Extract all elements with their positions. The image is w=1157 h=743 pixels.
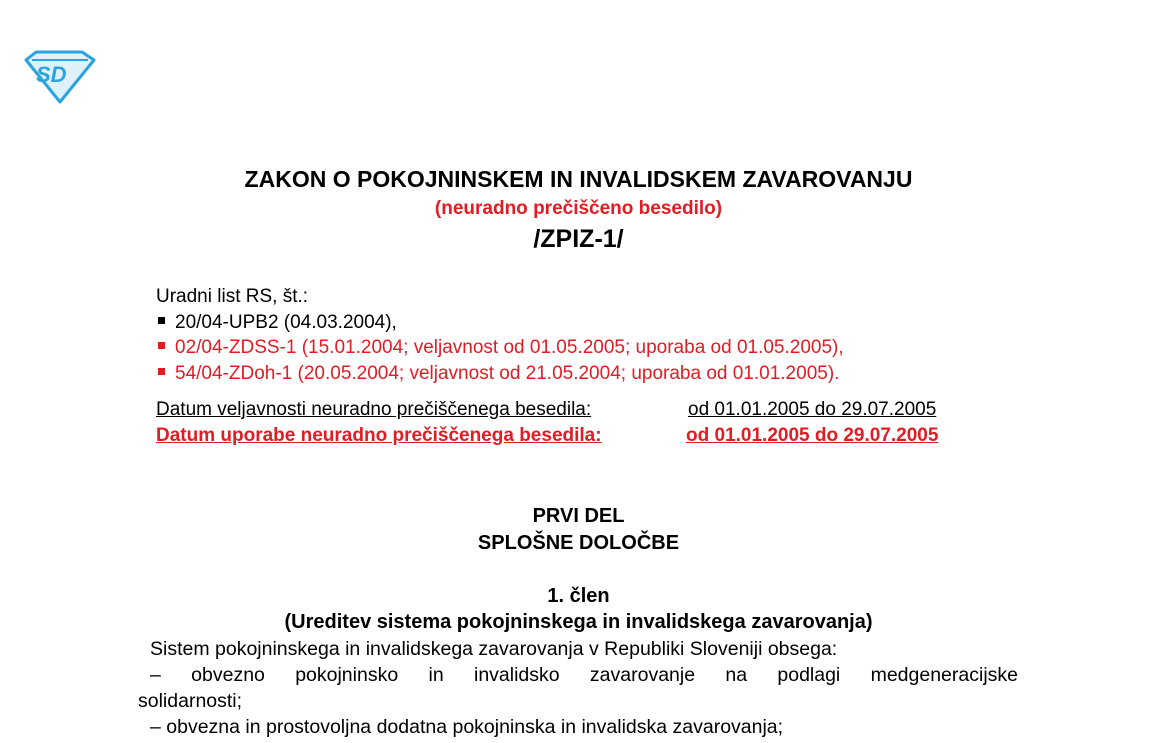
gazette-block — [156, 284, 844, 386]
validity-date-label: Datum veljavnosti neuradno prečiščenega besedila: — [156, 399, 592, 420]
bullet-icon — [158, 342, 165, 349]
gazette-item: 20/04-UPB2 (04.03.2004), — [156, 310, 844, 336]
article-item-1-continuation: solidarnosti; — [138, 690, 243, 712]
document-subtitle: (neuradno prečiščeno besedilo) — [434, 198, 723, 219]
usage-date-value: od 01.01.2005 do 29.07.2005 — [686, 425, 939, 446]
gazette-item: 02/04-ZDSS-1 (15.01.2004; veljavnost od 01.05.2005; uporaba od 01.05.2005), — [156, 335, 844, 361]
article-number: 1. člen — [547, 585, 610, 607]
article-intro: Sistem pokojninskega in invalidskega zavarovanja v Republiki Sloveniji obsega: — [150, 638, 838, 660]
sd-logo-icon — [22, 50, 96, 104]
validity-date-value: od 01.01.2005 do 29.07.2005 — [688, 399, 937, 420]
document-abbreviation: /ZPIZ-1/ — [533, 225, 624, 253]
gazette-label: Uradni list RS, št.: — [156, 286, 309, 307]
part-number: PRVI DEL — [532, 505, 625, 527]
gazette-item: 54/04-ZDoh-1 (20.05.2004; veljavnost od 21.05.2004; uporaba od 01.01.2005). — [156, 361, 844, 387]
article-item-1: – obvezno pokojninsko in invalidsko zavarovanje na podlagi medgeneracijske — [150, 664, 1018, 686]
validity-date-row — [156, 399, 937, 421]
article-item-2: – obvezna in prostovoljna dodatna pokojninska in invalidska zavarovanja; — [150, 716, 784, 738]
article-title: (Ureditev sistema pokojninskega in invalidskega zavarovanja) — [284, 611, 873, 633]
bullet-icon — [158, 317, 165, 324]
usage-date-label: Datum uporabe neuradno prečiščenega besedila: — [156, 425, 602, 446]
usage-date-row — [156, 425, 939, 447]
logo-text: SD — [36, 62, 67, 87]
document-title: ZAKON O POKOJNINSKEM IN INVALIDSKEM ZAVAROVANJU — [244, 166, 913, 192]
bullet-icon — [158, 368, 165, 375]
part-title: SPLOŠNE DOLOČBE — [477, 532, 680, 554]
